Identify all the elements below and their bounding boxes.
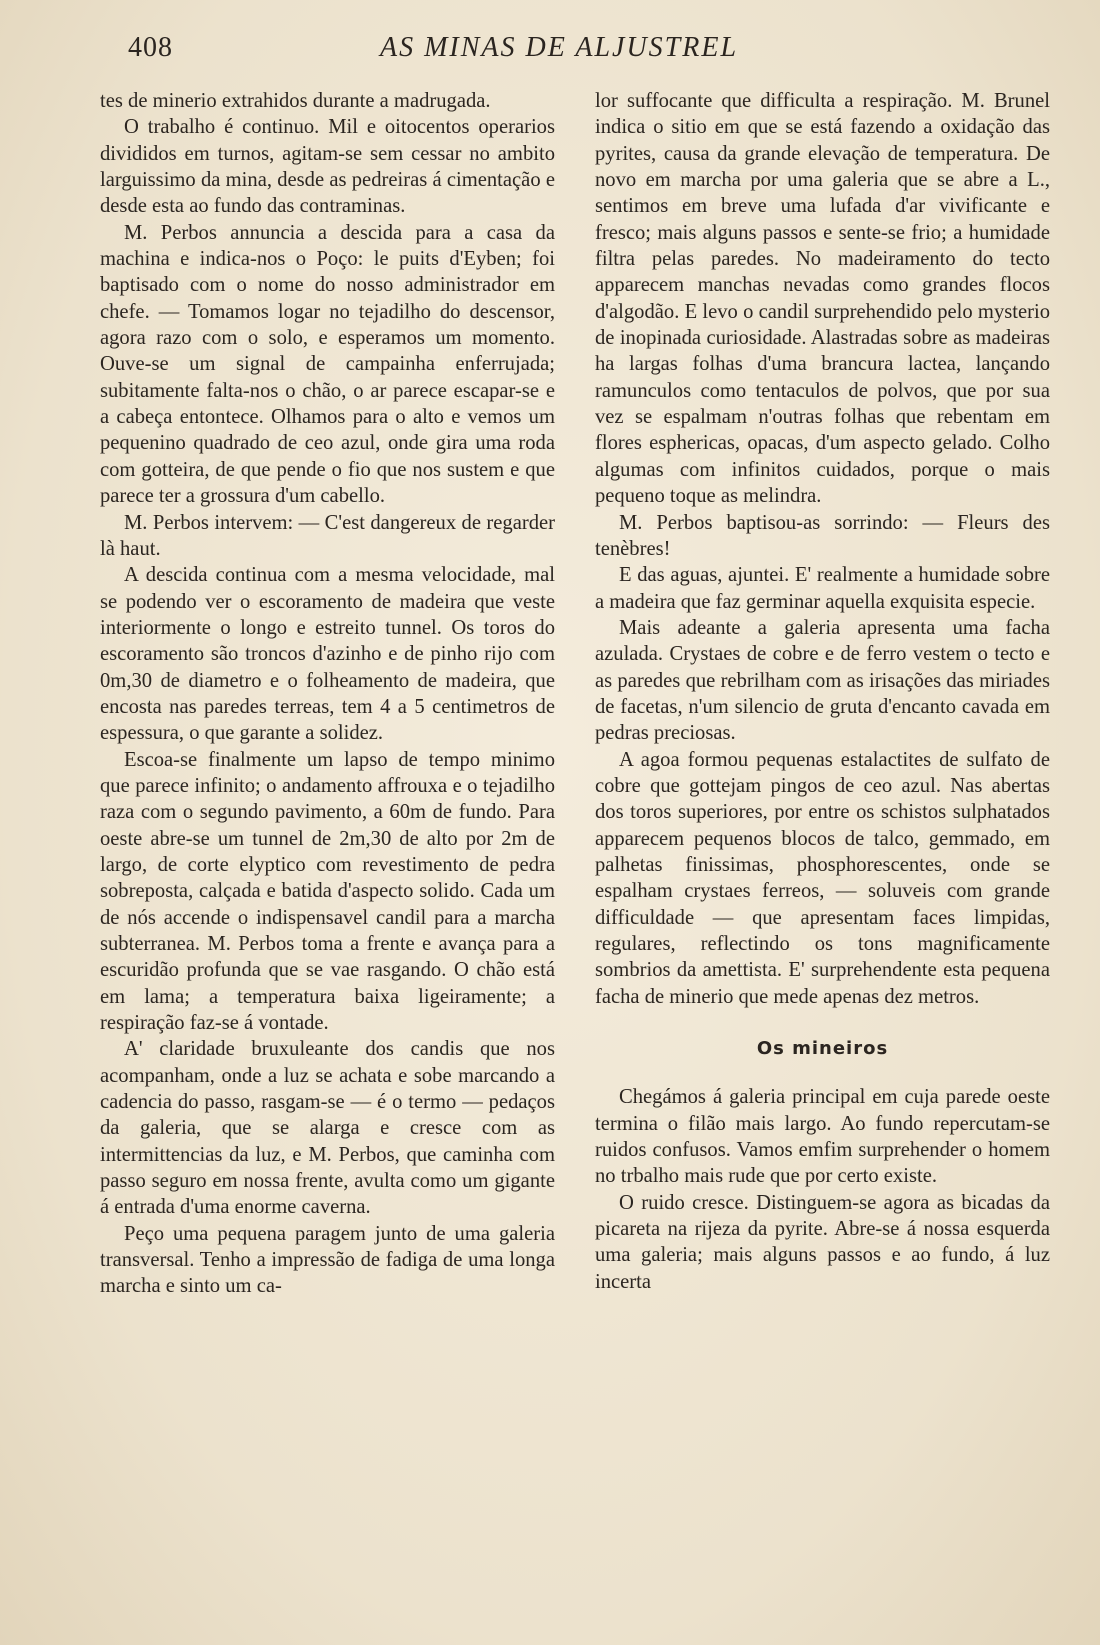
paragraph: M. Perbos baptisou-as sorrindo: — Fleurs des tenèbres! <box>595 511 1050 560</box>
paragraph: M. Perbos intervem: — C'est dangereux de regarder là haut. <box>100 511 555 560</box>
left-column <box>100 88 555 1300</box>
page-number: 408 <box>128 32 173 63</box>
paragraph: lor suffocante que difficulta a respiração. M. Brunel indica o sitio em que se está fazendo a oxidação das pyrites, causa da grande elevação de temperatura. De novo em marcha por uma galeria que se abre a L., sentimos em breve uma lufada d'ar vivificante e fresco; mais alguns passos e sente-se frio; a humidade filtra pelas paredes. No madeiramento do tecto apparecem manchas nevadas como grandes flocos d'algodão. E levo o candil surprehendido pelo mysterio de inopinada curiosidade. Alastradas sobre as madeiras ha largas folhas d'uma brancura lactea, lançando ramunculos como tentaculos de polvos, que por sua vez se espalmam n'outras folhas que rebentam em flores esphericas, opacas, d'um aspecto gelado. Colho algumas com infinitos cuidados, porque o mais pequeno toque as melindra. <box>595 90 1050 508</box>
right-column <box>595 88 1050 1295</box>
page-header <box>0 26 1100 76</box>
paragraph: A' claridade bruxuleante dos candis que nos acompanham, onde a luz se achata e sobe marcando a cadencia do passo, rasgam-se — é o termo — pedaços da galeria, que se alarga e cresce com as intermittencias da luz, e M. Perbos, que caminha com passo seguro em nossa frente, avulta como um gigante á entrada d'uma enorme caverna. <box>100 1038 555 1219</box>
paragraph: E das aguas, ajuntei. E' realmente a humidade sobre a madeira que faz germinar aquella exquisita especie. <box>595 564 1050 613</box>
paragraph: Mais adeante a galeria apresenta uma facha azulada. Crystaes de cobre e de ferro vestem o tecto e as paredes que rebrilham com as irisações das miriades de facetas, n'um silencio de gruta d'encanto cavada em pedras preciosas. <box>595 616 1050 745</box>
paragraph: Chegámos á galeria principal em cuja parede oeste termina o filão mais largo. Ao fundo repercutam-se ruidos confusos. Vamos emfim surprehender o homem no trbalho mais rude que por certo existe. <box>595 1086 1050 1188</box>
paragraph: M. Perbos annuncia a descida para a casa da machina e indica-nos o Poço: le puits d'Eyben; foi baptisado com o nome do nosso administrador em chefe. — Tomamos logar no tejadilho do descensor, agora razo com o solo, e esperamos um momento. Ouve-se um signal de campainha enferrujada; subitamente falta-nos o chão, o ar parece escapar-se e a cabeça entontece. Olhamos para o alto e vemos um pequenino quadrado de ceo azul, onde gira uma roda com gotteira, de que pende o fio que nos sustem e que parece ter a grossura d'um cabello. <box>100 221 555 508</box>
paragraph: A agoa formou pequenas estalactites de sulfato de cobre que gottejam pingos de ceo azul. Nas abertas dos toros superiores, por entre os schistos sulphatados apparecem pequenos blocos de talco, gemmado, em palhetas finissimas, phosphorescentes, onde se espalham crystaes ferreos, — soluveis com grande difficuldade — que apresentam faces limpidas, regulares, reflectindo os tons magnificamente sombrios da amettista. E' surprehendente esta pequena facha de minerio que mede apenas dez metros. <box>595 748 1050 1008</box>
paragraph: A descida continua com a mesma velocidade, mal se podendo ver o escoramento de madeira que veste interiormente o longo e estreito tunnel. Os toros do escoramento são troncos d'azinho e de pinho rijo com 0m,30 de diametro e o folheamento de madeira, que encosta nas paredes terreas, tem 4 a 5 centimetros de espessura, o que garante a solidez. <box>100 564 555 745</box>
running-title: AS MINAS DE ALJUSTREL <box>380 32 739 63</box>
paragraph: O ruido cresce. Distinguem-se agora as bicadas da picareta na rijeza da pyrite. Abre-se á nossa esquerda uma galeria; mais alguns passos e ao fundo, á luz incerta <box>595 1191 1050 1293</box>
paragraph: O trabalho é continuo. Mil e oitocentos operarios divididos em turnos, agitam-se sem cessar no ambito larguissimo da mina, desde as pedreiras á cimentação e desde esta ao fundo das contraminas. <box>100 116 555 218</box>
section-heading: Os mineiros <box>756 1038 889 1060</box>
paragraph: Escoa-se finalmente um lapso de tempo minimo que parece infinito; o andamento affrouxa e o tejadilho raza com o segundo pavimento, a 60m de fundo. Para oeste abre-se um tunnel de 2m,30 de alto por 2m de largo, de corte elyptico com revestimento de pedra sobreposta, calçada e batida d'aspecto solido. Cada um de nós accende o indispensavel candil para a marcha subterranea. M. Perbos toma a frente e avança para a escuridão profunda que se vae rasgando. O chão está em lama; a temperatura baixa ligeiramente; a respiração faz-se á vontade. <box>100 748 555 1035</box>
paragraph: Peço uma pequena paragem junto de uma galeria transversal. Tenho a impressão de fadiga de uma longa marcha e sinto um ca- <box>100 1222 555 1298</box>
paragraph: tes de minerio extrahidos durante a madrugada. <box>100 90 491 112</box>
